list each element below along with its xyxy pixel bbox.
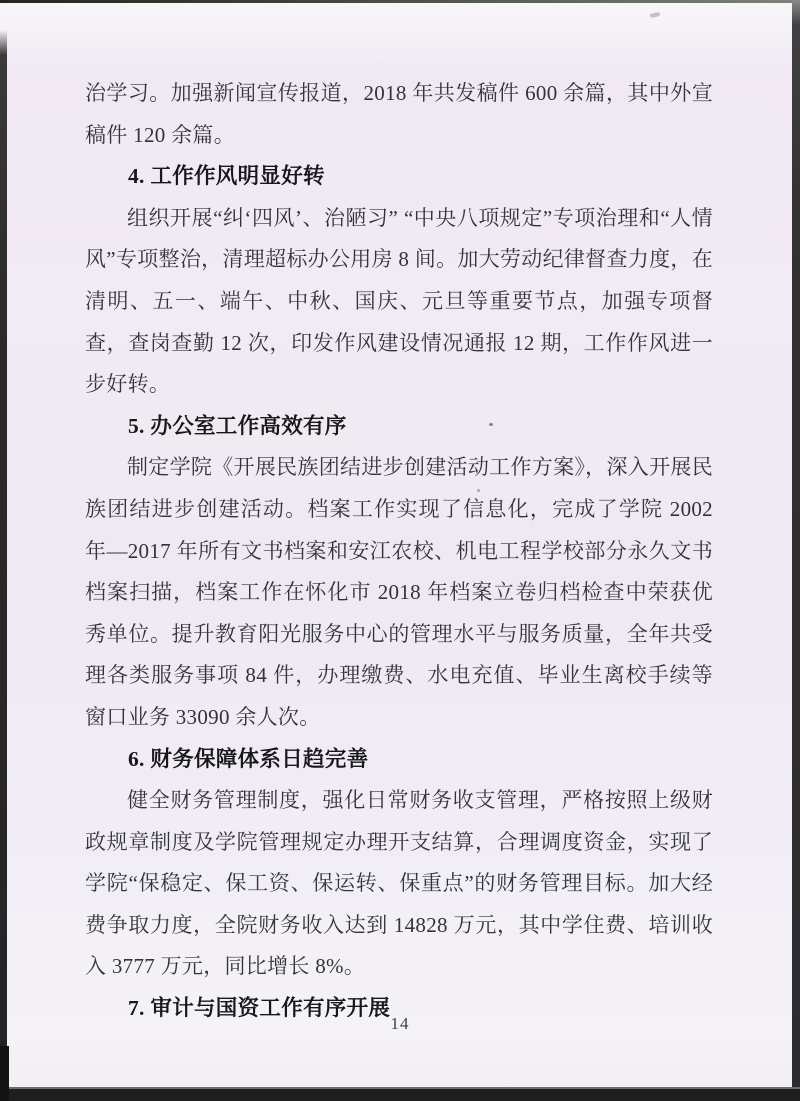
scan-edge-right	[792, 0, 800, 1101]
section-heading-4: 4. 工作作风明显好转	[128, 164, 325, 189]
scan-edge-bottom	[0, 1087, 800, 1101]
scan-edge-left	[0, 0, 7, 1101]
section-heading-5: 5. 办公室工作高效有序	[128, 413, 347, 438]
body-paragraph-continued: 治学习。加强新闻宣传报道，2018 年共发稿件 600 余篇，其中外宣稿件 120 余篇。	[85, 81, 713, 147]
page-number: 14	[390, 1014, 410, 1033]
scan-corner-bottom-left	[0, 1046, 9, 1101]
body-paragraph: 健全财务管理制度，强化日常财务收支管理，严格按照上级财政规章制度及学院管理规定办理开支结算，合理调度资金，实现了学院“保稳定、保工资、保运转、保重点”的财务管理目标。加大经费争取力度，全院财务收入达到 14828 万元，其中学住费、培训收入 3777 万元，同比增长 8%。	[85, 788, 713, 979]
scan-edge-top	[0, 0, 800, 3]
page-text-block	[85, 0, 713, 1030]
scan-speck	[489, 423, 493, 426]
scan-speck	[477, 489, 480, 492]
body-paragraph: 组织开展“纠‘四风’、治陋习” “中央八项规定”专项治理和“人情风”专项整治，清理超标办公用房 8 间。加大劳动纪律督查力度，在清明、五一、端午、中秋、国庆、元旦等重要节点，加强专项督查，查岗查勤 12 次，印发作风建设情况通报 12 期，工作作风进一步好转。	[85, 205, 713, 397]
section-heading-7: 7. 审计与国资工作有序开展	[128, 996, 391, 1021]
body-paragraph: 制定学院《开展民族团结进步创建活动工作方案》，深入开展民族团结进步创建活动。档案工作实现了信息化，完成了学院 2002 年—2017 年所有文书档案和安江农校、机电工程学校部分永久文书档案扫描，档案工作在怀化市 2018 年档案立卷归档检查中荣获优秀单位。提升教育阳光服务中心的管理水平与服务质量，全年共受理各类服务事项 84 件，办理缴费、水电充值、毕业生离校手续等窗口业务 33090 余人次。	[85, 455, 713, 729]
section-heading-6: 6. 财务保障体系日趋完善	[128, 746, 369, 771]
